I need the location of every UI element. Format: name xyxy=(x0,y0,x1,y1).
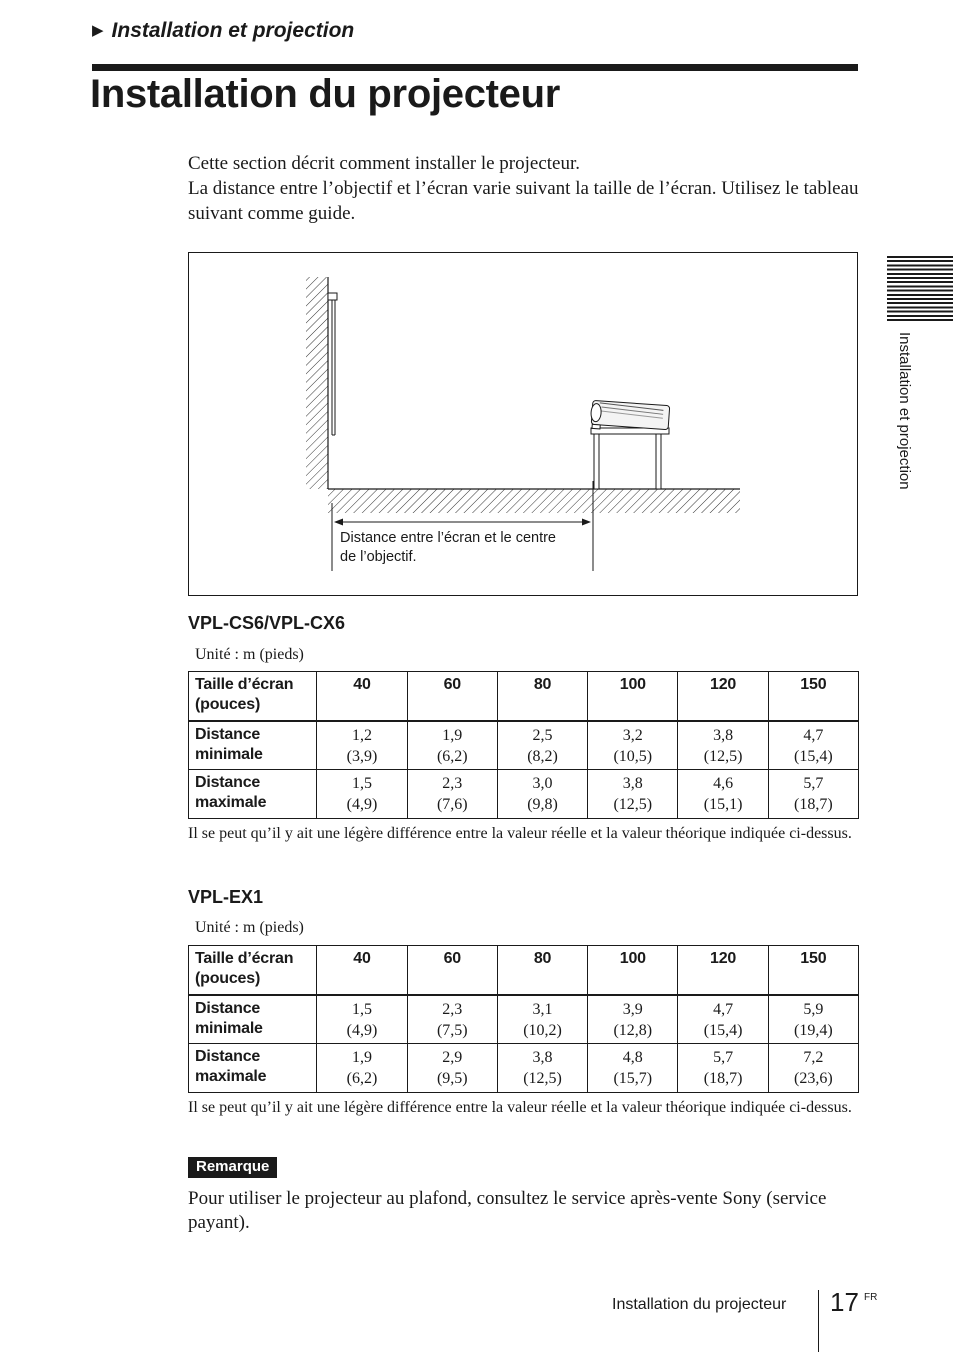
screen-housing xyxy=(328,293,337,300)
unit-label: Unité : m (pieds) xyxy=(195,919,304,936)
header-rule xyxy=(92,64,858,71)
row-label-min: Distance minimale xyxy=(189,721,317,770)
intro-text xyxy=(188,151,868,226)
table-cell: 1,5 (4,9) xyxy=(317,995,407,1044)
table-cell: 3,0 (9,8) xyxy=(497,770,587,819)
table-cell: 2,5 (8,2) xyxy=(497,721,587,770)
table-row xyxy=(189,995,859,1044)
size-80: 80 xyxy=(497,946,587,995)
table-cell: 4,6 (15,1) xyxy=(678,770,768,819)
table-cell: 1,9 (6,2) xyxy=(407,721,497,770)
footer-divider xyxy=(818,1290,819,1352)
size-150: 150 xyxy=(768,946,858,995)
table-cell: 7,2 (23,6) xyxy=(768,1044,858,1093)
table-cell: 3,1 (10,2) xyxy=(497,995,587,1044)
diagram-caption-line-2: de l’objectif. xyxy=(340,549,417,565)
diagram-caption-line-1: Distance entre l’écran et le centre xyxy=(340,530,556,546)
table-cell: 5,9 (19,4) xyxy=(768,995,858,1044)
size-100: 100 xyxy=(588,672,678,721)
size-120: 120 xyxy=(678,946,768,995)
floor-hatch xyxy=(328,489,740,513)
row-label-max: Distance maximale xyxy=(189,770,317,819)
unit-label: Unité : m (pieds) xyxy=(195,646,304,663)
table-cell: 3,8 (12,5) xyxy=(588,770,678,819)
section-header-label: Installation et projection xyxy=(111,19,355,42)
size-40: 40 xyxy=(317,946,407,995)
size-80: 80 xyxy=(497,672,587,721)
triangle-arrow-icon: ▶ xyxy=(92,22,104,39)
table-row xyxy=(189,770,859,819)
table-cell: 4,7 (15,4) xyxy=(678,995,768,1044)
table-cell: 3,9 (12,8) xyxy=(588,995,678,1044)
page-number: 17 xyxy=(830,1287,859,1317)
installation-diagram xyxy=(188,252,858,596)
table-cell: 2,3 (7,5) xyxy=(407,995,497,1044)
row-label-max: Distance maximale xyxy=(189,1044,317,1093)
distance-table-cs6-cx6 xyxy=(188,671,859,819)
table-cell: 3,8 (12,5) xyxy=(497,1044,587,1093)
size-100: 100 xyxy=(588,946,678,995)
footer-title: Installation du projecteur xyxy=(612,1296,787,1313)
table-note: Il se peut qu’il y ait une légère différence entre la valeur réelle et la valeur théorique indiquée ci-dessus. xyxy=(188,1099,852,1116)
table-header-row xyxy=(189,946,859,995)
table-row xyxy=(189,1044,859,1093)
intro-line-2: La distance entre l’objectif et l’écran varie suivant la taille de l’écran. Utilisez le tableau suivant comme guide. xyxy=(188,178,859,224)
size-60: 60 xyxy=(407,672,497,721)
table-cell: 5,7 (18,7) xyxy=(678,1044,768,1093)
table-row xyxy=(189,721,859,770)
table-leg-right xyxy=(656,434,661,489)
table-cell: 2,9 (9,5) xyxy=(407,1044,497,1093)
remark-badge: Remarque xyxy=(188,1157,277,1178)
section-header xyxy=(92,19,354,43)
installation-diagram-svg xyxy=(189,253,857,595)
table-cell: 1,5 (4,9) xyxy=(317,770,407,819)
size-150: 150 xyxy=(768,672,858,721)
size-40: 40 xyxy=(317,672,407,721)
table-cell: 1,2 (3,9) xyxy=(317,721,407,770)
table-leg-left xyxy=(594,434,599,489)
table-cell: 3,8 (12,5) xyxy=(678,721,768,770)
remark-text: Pour utiliser le projecteur au plafond, consultez le service après-vente Sony (service payant). xyxy=(188,1188,827,1233)
model-heading-cs6-cx6: VPL-CS6/VPL-CX6 xyxy=(188,613,346,633)
table-cell: 5,7 (18,7) xyxy=(768,770,858,819)
wall-hatch xyxy=(306,277,328,489)
distance-table-ex1 xyxy=(188,945,859,1093)
table-cell: 3,2 (10,5) xyxy=(588,721,678,770)
header-screen-size: Taille d’écran (pouces) xyxy=(189,672,317,721)
header-screen-size: Taille d’écran (pouces) xyxy=(189,946,317,995)
table-cell: 4,8 (15,7) xyxy=(588,1044,678,1093)
table-cell: 1,9 (6,2) xyxy=(317,1044,407,1093)
page-language: FR xyxy=(864,1292,878,1303)
intro-line-1: Cette section décrit comment installer le projecteur. xyxy=(188,153,580,174)
size-120: 120 xyxy=(678,672,768,721)
table-header-row xyxy=(189,672,859,721)
page-title: Installation du projecteur xyxy=(90,72,561,116)
size-60: 60 xyxy=(407,946,497,995)
table-cell: 4,7 (15,4) xyxy=(768,721,858,770)
table-cell: 2,3 (7,6) xyxy=(407,770,497,819)
side-tab-lines xyxy=(887,256,953,322)
table-note: Il se peut qu’il y ait une légère différence entre la valeur réelle et la valeur théorique indiquée ci-dessus. xyxy=(188,825,852,842)
side-tab-label: Installation et projection xyxy=(896,332,913,490)
row-label-min: Distance minimale xyxy=(189,995,317,1044)
model-heading-ex1: VPL-EX1 xyxy=(188,887,264,907)
